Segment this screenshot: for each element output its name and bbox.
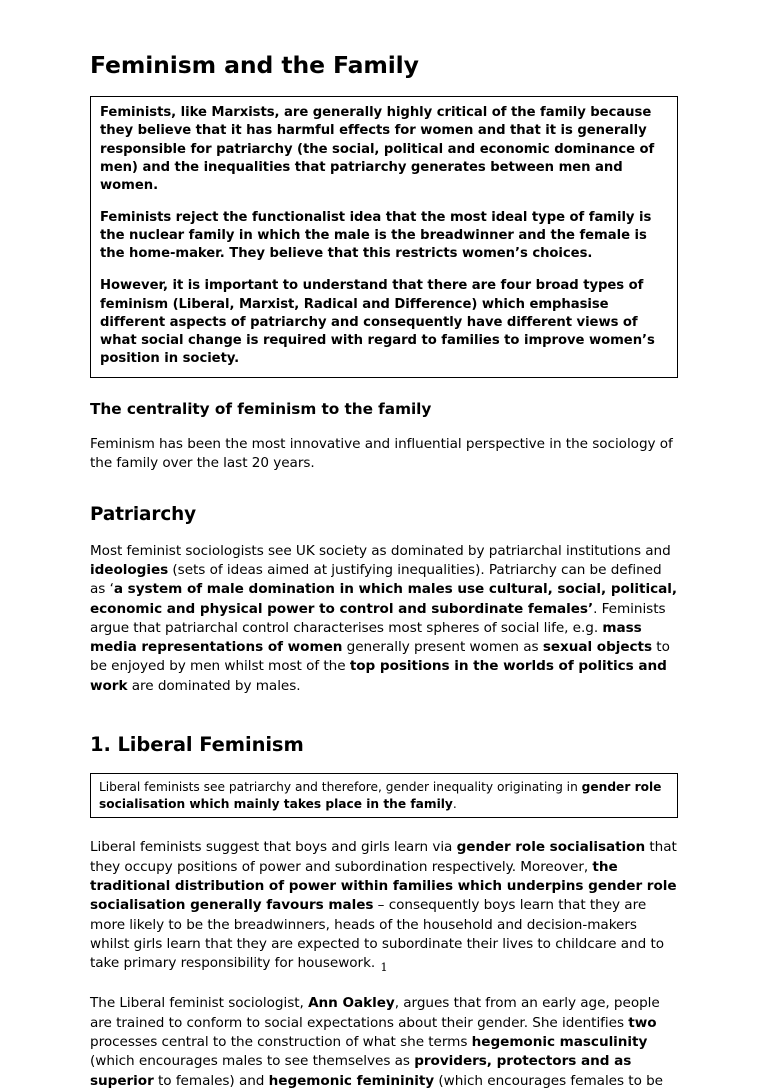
page-number: 1 xyxy=(380,960,388,974)
intro-paragraph-3: However, it is important to understand that there are four broad types of feminism (Liberal, Marxist, Radical and Difference) which emphasise different aspects of patriarchy and consequently have different views of what social change is required with regard to families to improve women’s position in society. xyxy=(100,278,655,367)
intro-paragraph-2: Feminists reject the functionalist idea that the most ideal type of family is the nuclear family in which the male is the breadwinner and the female is the home-maker. They believe that this restricts women’s choices. xyxy=(100,209,652,262)
intro-callout-box xyxy=(90,96,678,378)
centrality-body-text: Feminism has been the most innovative and influential perspective in the sociology of the family over the last 20 years. xyxy=(90,436,673,472)
liberal-feminism-definition-text: Liberal feminists see patriarchy and therefore, gender inequality originating in gender role socialisation which mainly takes place in the family. xyxy=(99,780,662,811)
liberal-feminism-definition-box xyxy=(90,773,678,818)
heading-centrality-of-feminism: The centrality of feminism to the family xyxy=(90,399,432,418)
page-title: Feminism and the Family xyxy=(90,51,419,79)
patriarchy-body-text: Most feminist sociologists see UK society as dominated by patriarchal institutions and ideologies (sets of ideas aimed at justifying inequalities). Patriarchy can be defined as ‘a system of male domination in which males use cultural, social, political, economic and physical power to control and subordinate females’. Feminists argue that patriarchal control characterises most spheres of social life, e.g. mass media representations of women generally present women as sexual objects to be enjoyed by men whilst most of the top positions in the worlds of politics and work are dominated by males. xyxy=(90,542,677,694)
spacer xyxy=(90,717,678,733)
heading-liberal-feminism: 1. Liberal Feminism xyxy=(90,733,304,757)
intro-paragraph-1: Feminists, like Marxists, are generally highly critical of the family because they believe that it has harmful effects for women and that it is generally responsible for patriarchy (the social, political and economic dominance of men) and the inequalities that patriarchy generates between men and women. xyxy=(100,105,655,194)
spacer xyxy=(90,495,678,504)
heading-patriarchy: Patriarchy xyxy=(90,503,197,525)
liberal-feminism-paragraph-2: The Liberal feminist sociologist, Ann Oakley, argues that from an early age, people are trained to conform to social expectations about their gender. She identifies two processes central to the construction of what she terms hegemonic masculinity (which encourages males to see themselves as providers, protectors and as superior to females) and hegemonic femininity (which encourages females to be xyxy=(90,995,663,1089)
liberal-feminism-paragraph-1: Liberal feminists suggest that boys and girls learn via gender role socialisation that they occupy positions of power and subordination respectively. Moreover, the traditional distribution of power within families which underpins gender role socialisation generally favours males – consequently boys learn that they are more likely to be the breadwinners, heads of the household and decision-makers whilst girls learn that they are expected to subordinate their lives to childcare and to take primary responsibility for housework. xyxy=(90,839,677,972)
